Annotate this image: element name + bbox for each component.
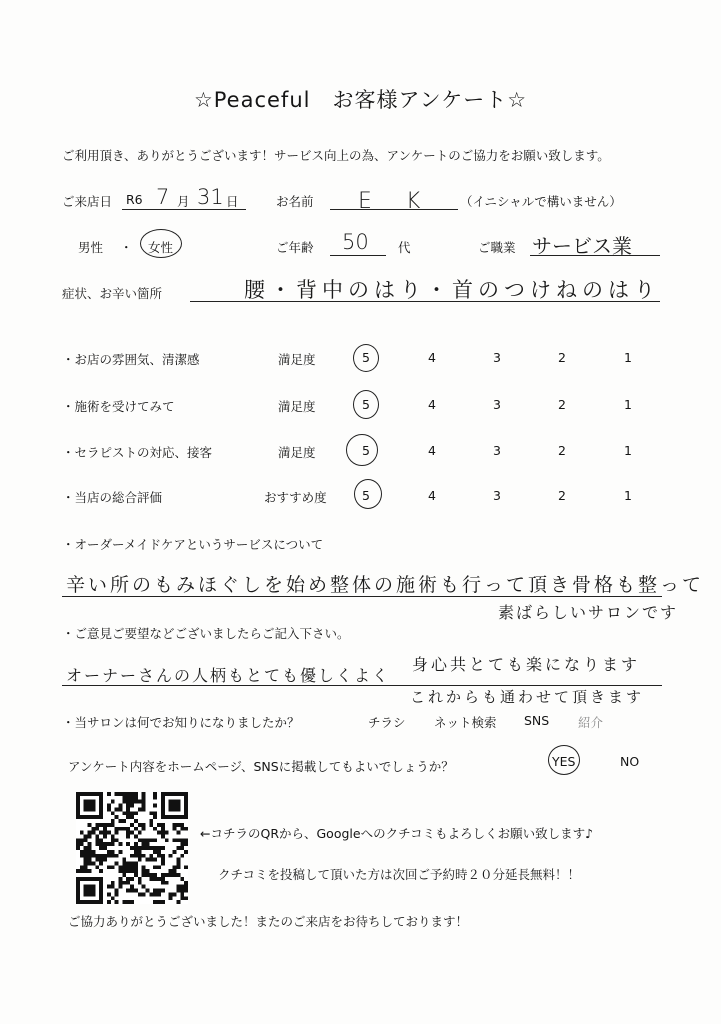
age-unit: 代 [398,240,411,255]
comments-answer-line1[interactable]: オーナーさんの人柄もとても優しくよく [66,666,391,685]
rating-option-1[interactable]: 1 [624,488,632,503]
rating-option-2[interactable]: 2 [558,397,566,412]
rating-option-3[interactable]: 3 [493,443,501,458]
visit-month-unit: 月 [177,194,190,209]
visit-date-label: ご来店日 [62,194,113,209]
comments-answer-line2[interactable]: これからも通わせて頂きます [410,688,645,706]
gender-male[interactable]: 男性 [78,240,104,255]
rating-label-overall: ・当店の総合評価 [62,490,163,505]
job-underline [530,255,660,256]
job-field[interactable]: サービス業 [532,234,632,258]
age-field[interactable]: 50 [342,230,369,254]
rating-scale-label: おすすめ度 [264,490,327,505]
symptom-underline [190,301,660,302]
symptom-field[interactable]: 腰・背中のはり・首のつけねのはり [244,278,660,302]
rating-option-4[interactable]: 4 [428,350,436,365]
rating-option-3[interactable]: 3 [493,397,501,412]
qr-code[interactable] [76,792,188,904]
rating-selected-circle [346,434,378,466]
gender-separator: ・ [120,240,133,255]
rating-label-atmosphere: ・お店の雰囲気、清潔感 [62,352,200,367]
rating-option-5[interactable]: 5 [362,397,370,412]
ordermade-label: ・オーダーメイドケアというサービスについて [62,537,324,552]
gender-selected-circle [140,229,182,258]
consent-selected-circle [548,745,580,775]
rating-option-2[interactable]: 2 [558,488,566,503]
qr-text-bonus: クチコミを投稿して頂いた方は次回ご予約時２０分延長無料！！ [218,867,581,882]
qr-text-google: ←コチラのQRから、Googleへのクチコミもよろしくお願い致します♪ [200,826,594,841]
rating-scale-label: 満足度 [278,399,316,414]
rating-scale-label: 満足度 [278,445,316,460]
rating-option-5[interactable]: 5 [362,350,370,365]
symptom-label: 症状、お辛い箇所 [62,286,163,301]
name-field[interactable]: E K [358,189,427,214]
visit-era: R6 [126,192,143,207]
name-label: お名前 [276,194,314,209]
rating-label-treatment: ・施術を受けてみて [62,399,175,414]
name-underline [330,209,458,210]
rating-option-4[interactable]: 4 [428,397,436,412]
age-label: ご年齢 [276,240,314,255]
rating-label-therapist: ・セラピストの対応、接客 [62,445,213,460]
visit-date-underline [122,209,246,210]
name-note: （イニシャルで構いません） [460,194,622,209]
page-title: ☆Peaceful お客様アンケート☆ [193,88,528,112]
rating-option-2[interactable]: 2 [558,443,566,458]
rating-option-3[interactable]: 3 [493,350,501,365]
comments-answer-line1b[interactable]: 身心共とても楽になります [412,655,641,674]
comments-label: ・ご意見ご要望などございましたらご記入下さい。 [62,626,350,641]
rating-option-1[interactable]: 1 [624,443,632,458]
rating-selected-circle [353,344,379,372]
visit-day[interactable]: 31 [197,185,224,209]
rating-option-1[interactable]: 1 [624,350,632,365]
rating-option-5[interactable]: 5 [362,443,370,458]
rating-option-2[interactable]: 2 [558,350,566,365]
rating-option-4[interactable]: 4 [428,443,436,458]
ordermade-answer-line2[interactable]: 素ばらしいサロンです [498,603,679,622]
age-underline [330,255,386,256]
job-label: ご職業 [478,240,516,255]
source-label: ・当サロンは何でお知りになりましたか？ [62,715,300,730]
ordermade-underline [62,596,662,597]
visit-day-unit: 日 [226,194,239,209]
consent-no[interactable]: NO [620,754,640,769]
source-option-web[interactable]: ネット検索 [434,715,497,730]
intro-text: ご利用頂き、ありがとうございます！サービス向上の為、アンケートのご協力をお願い致します。 [62,148,610,163]
gender-female[interactable]: 女性 [148,240,174,255]
ordermade-answer-line1[interactable]: 辛い所のもみほぐしを始め整体の施術も行って頂き骨格も整って [66,574,705,596]
qr-code-image [76,792,188,904]
rating-option-3[interactable]: 3 [493,488,501,503]
visit-month[interactable]: 7 [156,185,170,209]
consent-label: アンケート内容をホームページ、SNSに掲載してもよいでしょうか？ [68,759,454,774]
rating-option-5[interactable]: 5 [362,488,370,503]
rating-selected-circle [354,479,382,509]
source-option-flyer[interactable]: チラシ [368,715,406,730]
closing-text: ご協力ありがとうございました！またのご来店をお待ちしております！ [68,914,469,929]
rating-selected-circle [353,390,379,419]
rating-option-1[interactable]: 1 [624,397,632,412]
consent-yes[interactable]: YES [552,754,576,769]
source-option-referral[interactable]: 紹介 [578,715,604,730]
source-option-sns[interactable]: SNS [524,713,550,728]
rating-scale-label: 満足度 [278,352,316,367]
rating-option-4[interactable]: 4 [428,488,436,503]
